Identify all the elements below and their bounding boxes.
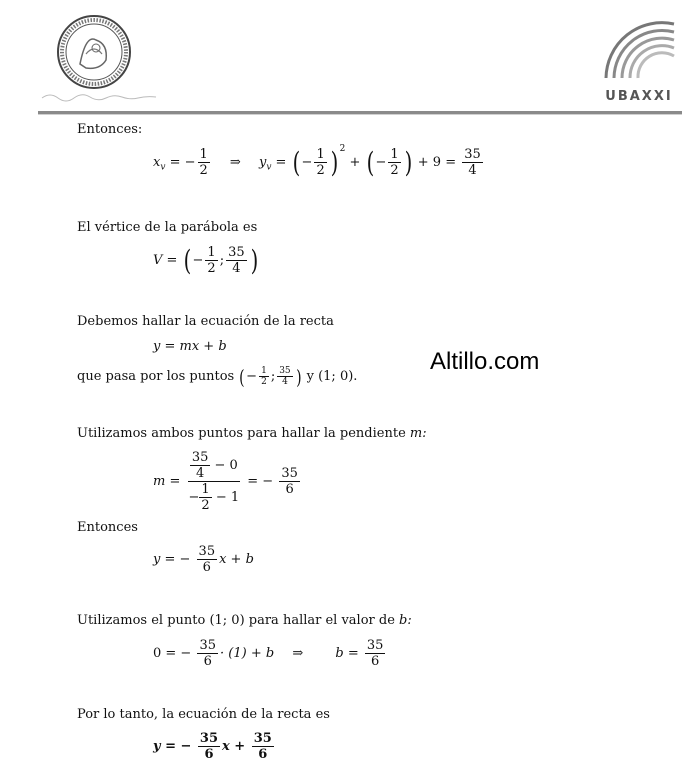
equation-vertex-calc: $x_v$ = − $\frac{1}{2}$ ⇒ $y_v$ = ( − $\frac{1}{2}$ ) $^2$ + ( − $\frac{1}{2}$ ) + 9 = $\frac{35}{4}$ <box>153 143 481 179</box>
script-caption-logo <box>40 90 160 102</box>
paragraph-punto: Utilizamos el punto (1; 0) para hallar el valor de b: <box>77 613 412 628</box>
ubaxxi-brand-text: UBAXXI <box>605 89 673 104</box>
equation-intercept: 0 = − $\frac{35}{6}$ · (1) + b ⇒ b = $\frac{35}{6}$ <box>153 638 384 669</box>
header-divider-light <box>38 114 682 115</box>
paragraph-pendiente: Utilizamos ambos puntos para hallar la pendiente m: <box>77 426 427 441</box>
paragraph-vertice: El vértice de la parábola es <box>77 220 258 235</box>
ubaxxi-arcs-icon <box>600 20 678 82</box>
equation-slope: m = $\frac{35}{4}$ − 0 − $\frac{1}{2}$ − 1 = − $\frac{35}{6}$ <box>153 450 298 513</box>
paragraph-debemos: Debemos hallar la ecuación de la recta <box>77 314 334 329</box>
altillo-watermark: Altillo.com <box>430 348 540 375</box>
equation-line-partial: y = − $\frac{35}{6}$ x + b <box>153 544 254 575</box>
paragraph-entonces-2: Entonces <box>77 520 138 535</box>
paragraph-entonces-1: Entonces: <box>77 122 143 137</box>
equation-line-general: y = mx + b <box>153 339 227 354</box>
paragraph-por-lo-tanto: Por lo tanto, la ecuación de la recta es <box>77 707 330 722</box>
equation-vertex-point: V = ( − $\frac{1}{2}$ ; $\frac{35}{4}$ ) <box>153 244 258 277</box>
ubaxxi-logo <box>600 20 678 104</box>
equation-line-final: y = − $\frac{35}{6}$ x + $\frac{35}{6}$ <box>153 731 272 762</box>
university-seal-logo <box>56 14 132 90</box>
paragraph-puntos: que pasa por los puntos (− $\frac{1}{2}$ ; $\frac{35}{4}$ ) y (1; 0). <box>77 364 358 389</box>
